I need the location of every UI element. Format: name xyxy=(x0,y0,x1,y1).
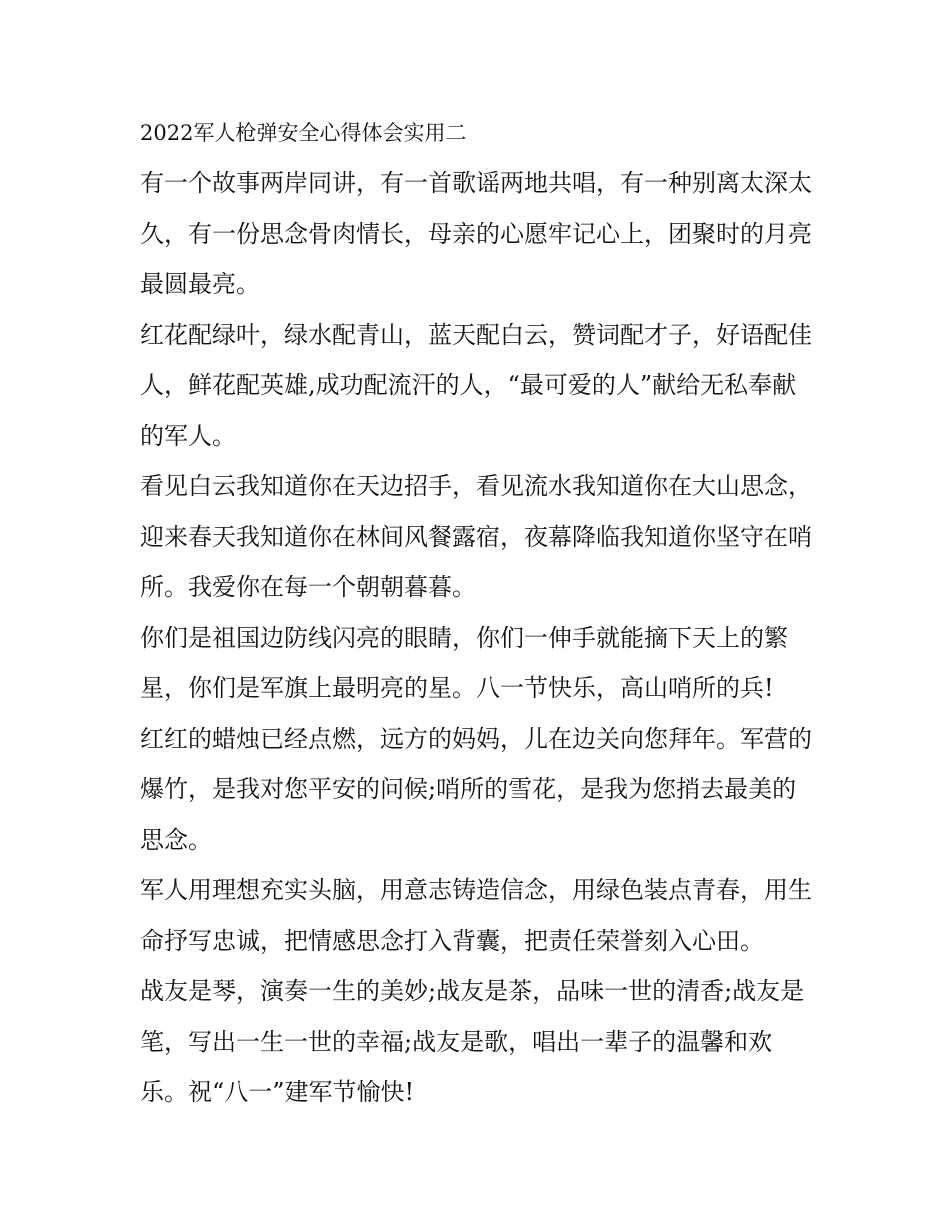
paragraph-7: 战友是琴，演奏一生的美妙;战友是茶，品味一世的清香;战友是笔，写出一生一世的幸福;战友是歌，唱出一辈子的温馨和欢乐。祝“八一”建军节愉快! xyxy=(140,977,805,1106)
paragraph-5: 红红的蜡烛已经点燃，远方的妈妈，儿在边关向您拜年。军营的爆竹，是我对您平安的问候;哨所的雪花，是我为您捎去最美的思念。 xyxy=(140,724,812,854)
paragraph-3: 看见白云我知道你在天边招手，看见流水我知道你在大山思念，迎来春天我知道你在林间风餐露宿，夜幕降临我知道你坚守在哨所。我爱你在每一个朝朝暮暮。 xyxy=(140,472,812,601)
paragraph-2: 红花配绿叶，绿水配青山，蓝天配白云，赞词配才子，好语配佳人，鲜花配英雄,成功配流汗的人，“最可爱的人”献给无私奉献的军人。 xyxy=(140,320,812,450)
document-title: 2022军人枪弹安全心得体会实用二 xyxy=(140,121,467,145)
paragraph-6: 军人用理想充实头脑，用意志铸造信念，用绿色装点青春，用生命抒写忠诚，把情感思念打入背囊，把责任荣誉刻入心田。 xyxy=(140,876,812,955)
paragraph-1: 有一个故事两岸同讲，有一首歌谣两地共唱，有一种别离太深太久，有一份思念骨肉情长，母亲的心愿牢记心上，团聚时的月亮最圆最亮。 xyxy=(140,169,812,298)
paragraph-4: 你们是祖国边防线闪亮的眼睛，你们一伸手就能摘下天上的繁星，你们是军旗上最明亮的星。八一节快乐，高山哨所的兵! xyxy=(140,623,788,702)
document-body xyxy=(140,108,820,1118)
